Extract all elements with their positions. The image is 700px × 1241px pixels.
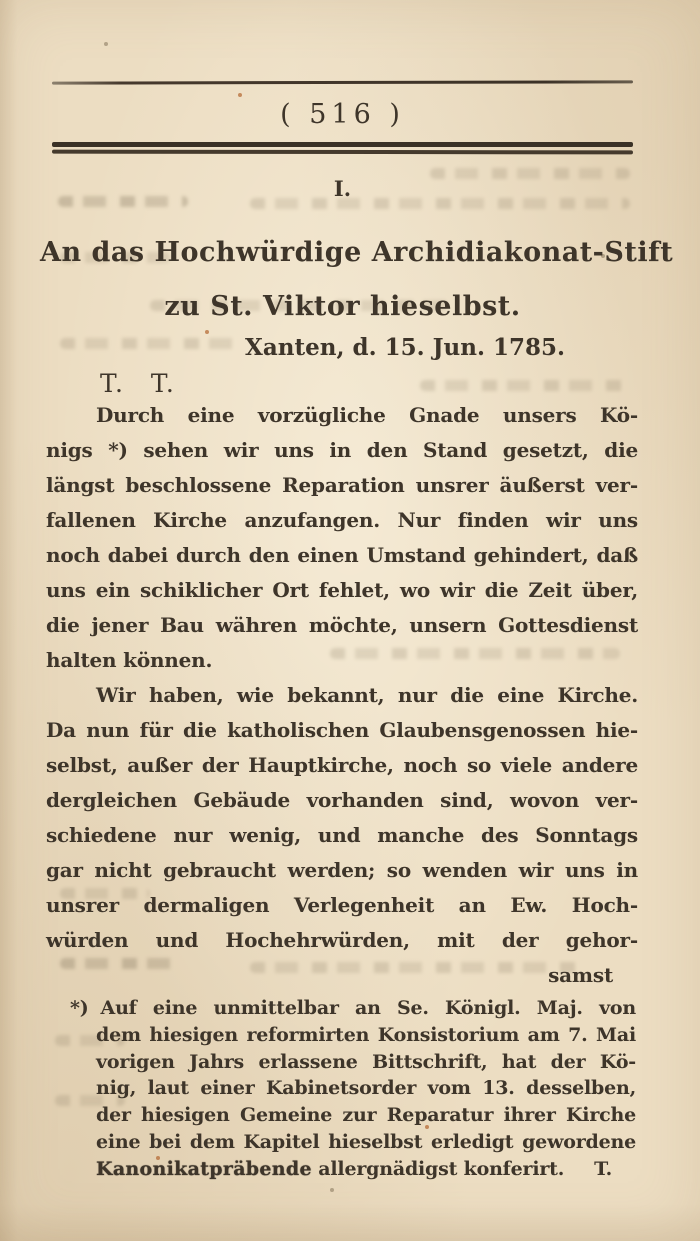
- letter-heading: [40, 226, 674, 334]
- footnote-line: [70, 995, 636, 1022]
- text-line: unsrer dermaligen Verlegenheit an Ew. Hoch-: [46, 893, 638, 917]
- double-rule-bar: [52, 150, 633, 155]
- heading-line-2: zu St. Viktor hieselbst.: [164, 291, 521, 322]
- text-line: Wir haben, wie bekannt, nur die eine Kirche.: [96, 683, 638, 707]
- footnote-text: [96, 1156, 564, 1183]
- page-number: ( 516 ): [280, 99, 405, 130]
- paper-speck: [330, 1188, 334, 1192]
- text-line: schiedene nur wenig, und manche des Sonntags: [46, 823, 638, 847]
- double-rule-bar: [52, 142, 633, 147]
- footnote-line: dem hiesigen reformirten Konsistorium am 7. Mai: [96, 1023, 636, 1046]
- top-rule: [52, 80, 633, 84]
- footnote-line: nig, laut einer Kabinetsorder vom 13. desselben,: [96, 1077, 636, 1100]
- footnote-line: der hiesigen Gemeine zur Reparatur ihrer Kirche: [96, 1104, 636, 1127]
- footnote-line: vorigen Jahrs erlassene Bittschrift, hat der Kö-: [96, 1050, 636, 1073]
- double-rule: [52, 142, 633, 154]
- letter-body: [46, 398, 638, 993]
- footnote-text-rest: allergnädigst konferirt.: [318, 1157, 565, 1180]
- salutation: T. T.: [100, 369, 176, 398]
- text-line: nigs *) sehen wir uns in den Stand gesetzt, die: [46, 438, 638, 462]
- text-line: selbst, außer der Hauptkirche, noch so viele andere: [46, 753, 638, 777]
- footnote-text: Auf eine unmittelbar an Se. Königl. Maj. von: [100, 997, 636, 1019]
- footnote-marker: *): [70, 997, 89, 1019]
- text-line: gar nicht gebraucht werden; so wenden wir uns in: [46, 858, 638, 882]
- paper-speck: [104, 42, 108, 46]
- footnote: [70, 995, 636, 1183]
- text-line: längst beschlossene Reparation unsrer äußerst ver-: [46, 473, 638, 497]
- text-line: dergleichen Gebäude vorhanden sind, wovon ver-: [46, 788, 638, 812]
- text-line: die jener Bau währen möchte, unsern Gottesdienst: [46, 613, 638, 637]
- text-line: Da nun für die katholischen Glaubensgenossen hie-: [46, 718, 638, 742]
- footnote-line: eine bei dem Kapitel hieselbst erledigt gewordene: [96, 1130, 636, 1153]
- bleedthrough-line: [420, 380, 630, 391]
- section-number: I.: [333, 176, 352, 201]
- footnote-last-line: [96, 1156, 636, 1183]
- dateline: Xanten, d. 15. Jun. 1785.: [245, 334, 565, 361]
- footnote-catchword: T.: [594, 1157, 612, 1180]
- text-line: uns ein schiklicher Ort fehlet, wo wir die Zeit über,: [46, 578, 638, 602]
- text-line: noch dabei durch den einen Umstand gehindert, daß: [46, 543, 638, 567]
- text-line: Durch eine vorzügliche Gnade unsers Kö-: [96, 403, 638, 427]
- paper-speck: [238, 93, 242, 97]
- text-line: fallenen Kirche anzufangen. Nur finden wir uns: [46, 508, 638, 532]
- text-line: würden und Hochehrwürden, mit der gehor-: [46, 928, 638, 952]
- footnote-emphasis-word: Kanonikatpräbende: [96, 1157, 312, 1180]
- heading-line-1: An das Hochwürdige Archidiakonat-Stift: [40, 237, 674, 268]
- catchword: samst: [548, 963, 613, 987]
- text-line: halten können.: [46, 648, 213, 672]
